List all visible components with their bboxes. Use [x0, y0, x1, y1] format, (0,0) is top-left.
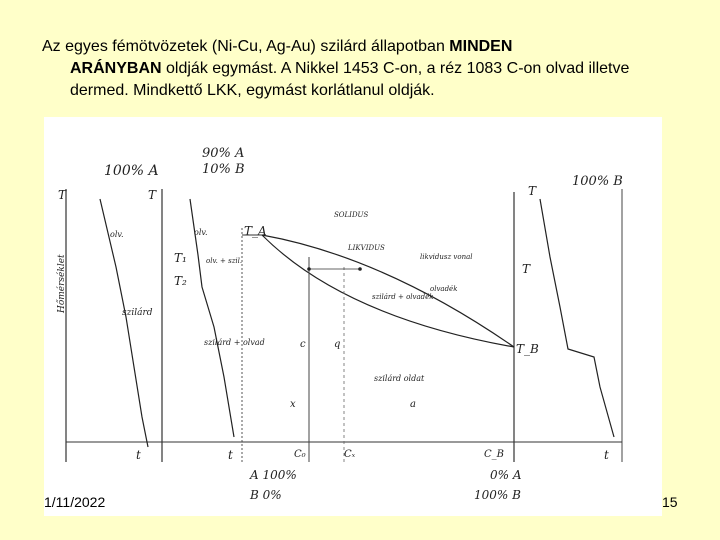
- liquidus-line: [262, 235, 514, 347]
- label-t1: T₁: [174, 251, 187, 265]
- text-bold-1: MINDEN: [449, 38, 513, 55]
- label-bottom-b-0: B 0%: [250, 488, 282, 502]
- label-bottom-a-100: A 100%: [250, 468, 297, 482]
- tie-point-right: [358, 267, 362, 271]
- cooling-curve-b: [540, 199, 614, 437]
- label-olv-szil: olv. + szil.: [206, 257, 243, 265]
- label-tb: T_B: [516, 342, 539, 356]
- label-liquidus: LIKVIDUS: [348, 244, 385, 252]
- label-q: q: [334, 339, 341, 350]
- label-t-axis-2: t: [228, 448, 233, 462]
- label-100-a: 100% A: [104, 163, 159, 179]
- label-t-left: T: [58, 188, 67, 202]
- label-t-axis-1: t: [136, 448, 141, 462]
- label-100-b: 100% B: [572, 174, 623, 189]
- solidus-line: [262, 235, 514, 347]
- phase-diagram-svg: [44, 117, 662, 516]
- label-c: c: [300, 339, 306, 350]
- label-cb: C_B: [484, 449, 504, 460]
- text-part-2: oldják egymást. A Nikkel 1453 C-on, a réz 1083 C-on olvad illetve dermed. Mindkettő LKK, egymást korlátlanul oldják.: [70, 60, 630, 99]
- label-t-right-lower: T: [522, 262, 531, 276]
- label-szilard: szilárd: [122, 308, 153, 318]
- label-szilard-olvadek: szilárd + olvadék: [372, 293, 434, 301]
- label-t-axis-3: t: [604, 448, 609, 462]
- label-bottom-b-100: 100% B: [474, 488, 521, 502]
- text-part-1: Az egyes fémötvözetek (Ni-Cu, Ag-Au) szilárd állapotban: [42, 38, 450, 55]
- label-olv-1: olv.: [110, 230, 124, 239]
- phase-diagram-figure: [44, 117, 662, 516]
- label-cx: Cₓ: [344, 449, 356, 460]
- label-solidus: SOLIDUS: [334, 211, 369, 219]
- cooling-curve-a: [100, 199, 148, 447]
- label-t-right: T: [528, 184, 537, 198]
- label-szilard-oldat: szilárd oldat: [374, 374, 425, 383]
- label-olvadek: olvadék: [430, 285, 458, 293]
- label-t2: T₂: [174, 274, 187, 288]
- label-olv-2: olv.: [194, 228, 208, 237]
- label-10-b: 10% B: [202, 162, 245, 177]
- label-homerseklet: Hőmérséklet: [57, 254, 67, 313]
- footer-date: 1/11/2022: [44, 494, 106, 510]
- label-szilard-olvad: szilárd + olvad: [204, 338, 265, 347]
- label-c0: C₀: [294, 449, 306, 460]
- text-bold-2: ARÁNYBAN: [70, 60, 162, 77]
- label-a: a: [410, 399, 416, 410]
- label-ta: T_A: [244, 224, 267, 238]
- label-x: x: [290, 399, 296, 410]
- label-90-a: 90% A: [202, 146, 245, 161]
- slide-body-text: [42, 36, 682, 102]
- label-t-mid: T: [148, 188, 157, 202]
- label-bottom-a-0: 0% A: [490, 468, 522, 482]
- tie-point-left: [307, 267, 311, 271]
- label-likvidusz-vonal: likvidusz vonal: [420, 253, 473, 261]
- footer-page-number: 15: [662, 494, 678, 510]
